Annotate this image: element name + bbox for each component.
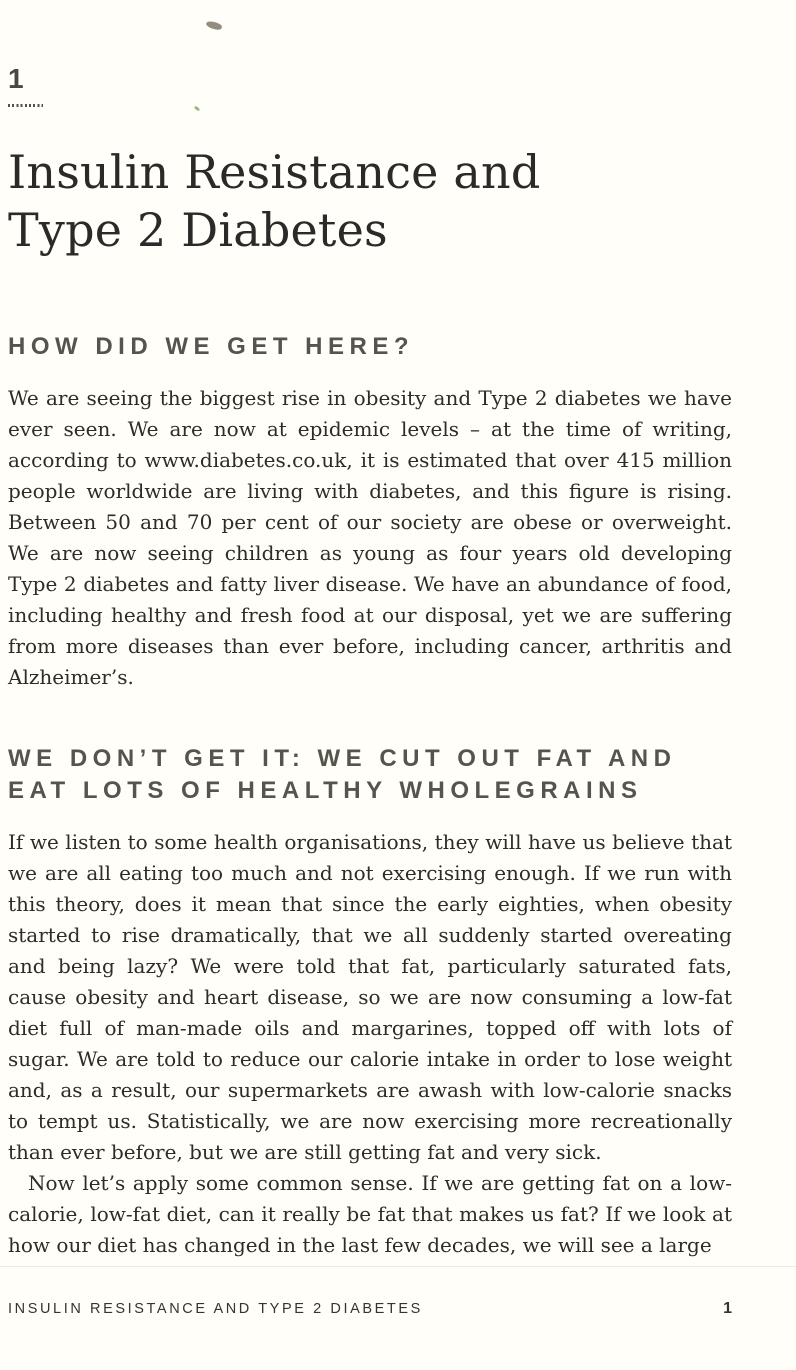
section-heading: WE DON’T GET IT: WE CUT OUT FAT AND EAT LOTS OF HEALTHY WHOLEGRAINS: [8, 745, 677, 804]
chapter-title: Insulin Resistance and Type 2 Diabetes: [8, 145, 541, 257]
body-paragraph: We are seeing the biggest rise in obesity and Type 2 diabetes we have ever seen. We are now at epidemic levels – at the time of writing, according to www.diabetes.co.uk, it is estimated that over 415 million people worldwide are living with diabetes, and this figure is rising. Between 50 and 70 per cent of our society are obese or overweight. We are now seeing children as young as four years old developing Type 2 diabetes and fatty liver disease. We have an abundance of food, including healthy and fresh food at our disposal, yet we are suffering from more diseases than ever before, including cancer, arthritis and Alzheimer’s.: [8, 386, 732, 689]
scan-smudge-mark: [205, 20, 222, 32]
running-title: INSULIN RESISTANCE AND TYPE 2 DIABETES: [8, 1301, 423, 1317]
footer-rule: [0, 1266, 796, 1267]
section-how-did-we-get-here: [8, 331, 732, 693]
section-heading: HOW DID WE GET HERE?: [8, 333, 414, 360]
chapter-header: [8, 64, 732, 259]
page-number: 1: [723, 1300, 732, 1317]
body-paragraph: Now let’s apply some common sense. If we are getting fat on a low-calorie, low-fat diet, can it really be fat that makes us fat? If we look at how our diet has changed in the last few decades, we will see a large: [8, 1171, 732, 1257]
page-footer: [8, 1300, 732, 1318]
body-paragraph: If we listen to some health organisations, they will have us believe that we are all eating too much and not exercising enough. If we run with this theory, does it mean that since the early eighties, when obesity started to rise dramatically, that we all suddenly started overeating and being lazy? We were told that fat, particularly saturated fats, cause obesity and heart disease, so we are now consuming a low-fat diet full of man-made oils and margarines, topped off with lots of sugar. We are told to reduce our calorie intake in order to lose weight and, as a result, our supermarkets are awash with low-calorie snacks to tempt us. Statistically, we are now exercising more recreationally than ever before, but we are still getting fat and very sick.: [8, 830, 732, 1164]
chapter-number: 1: [8, 63, 24, 94]
chapter-divider-dots: [8, 104, 43, 107]
section-we-dont-get-it: [8, 743, 732, 1261]
